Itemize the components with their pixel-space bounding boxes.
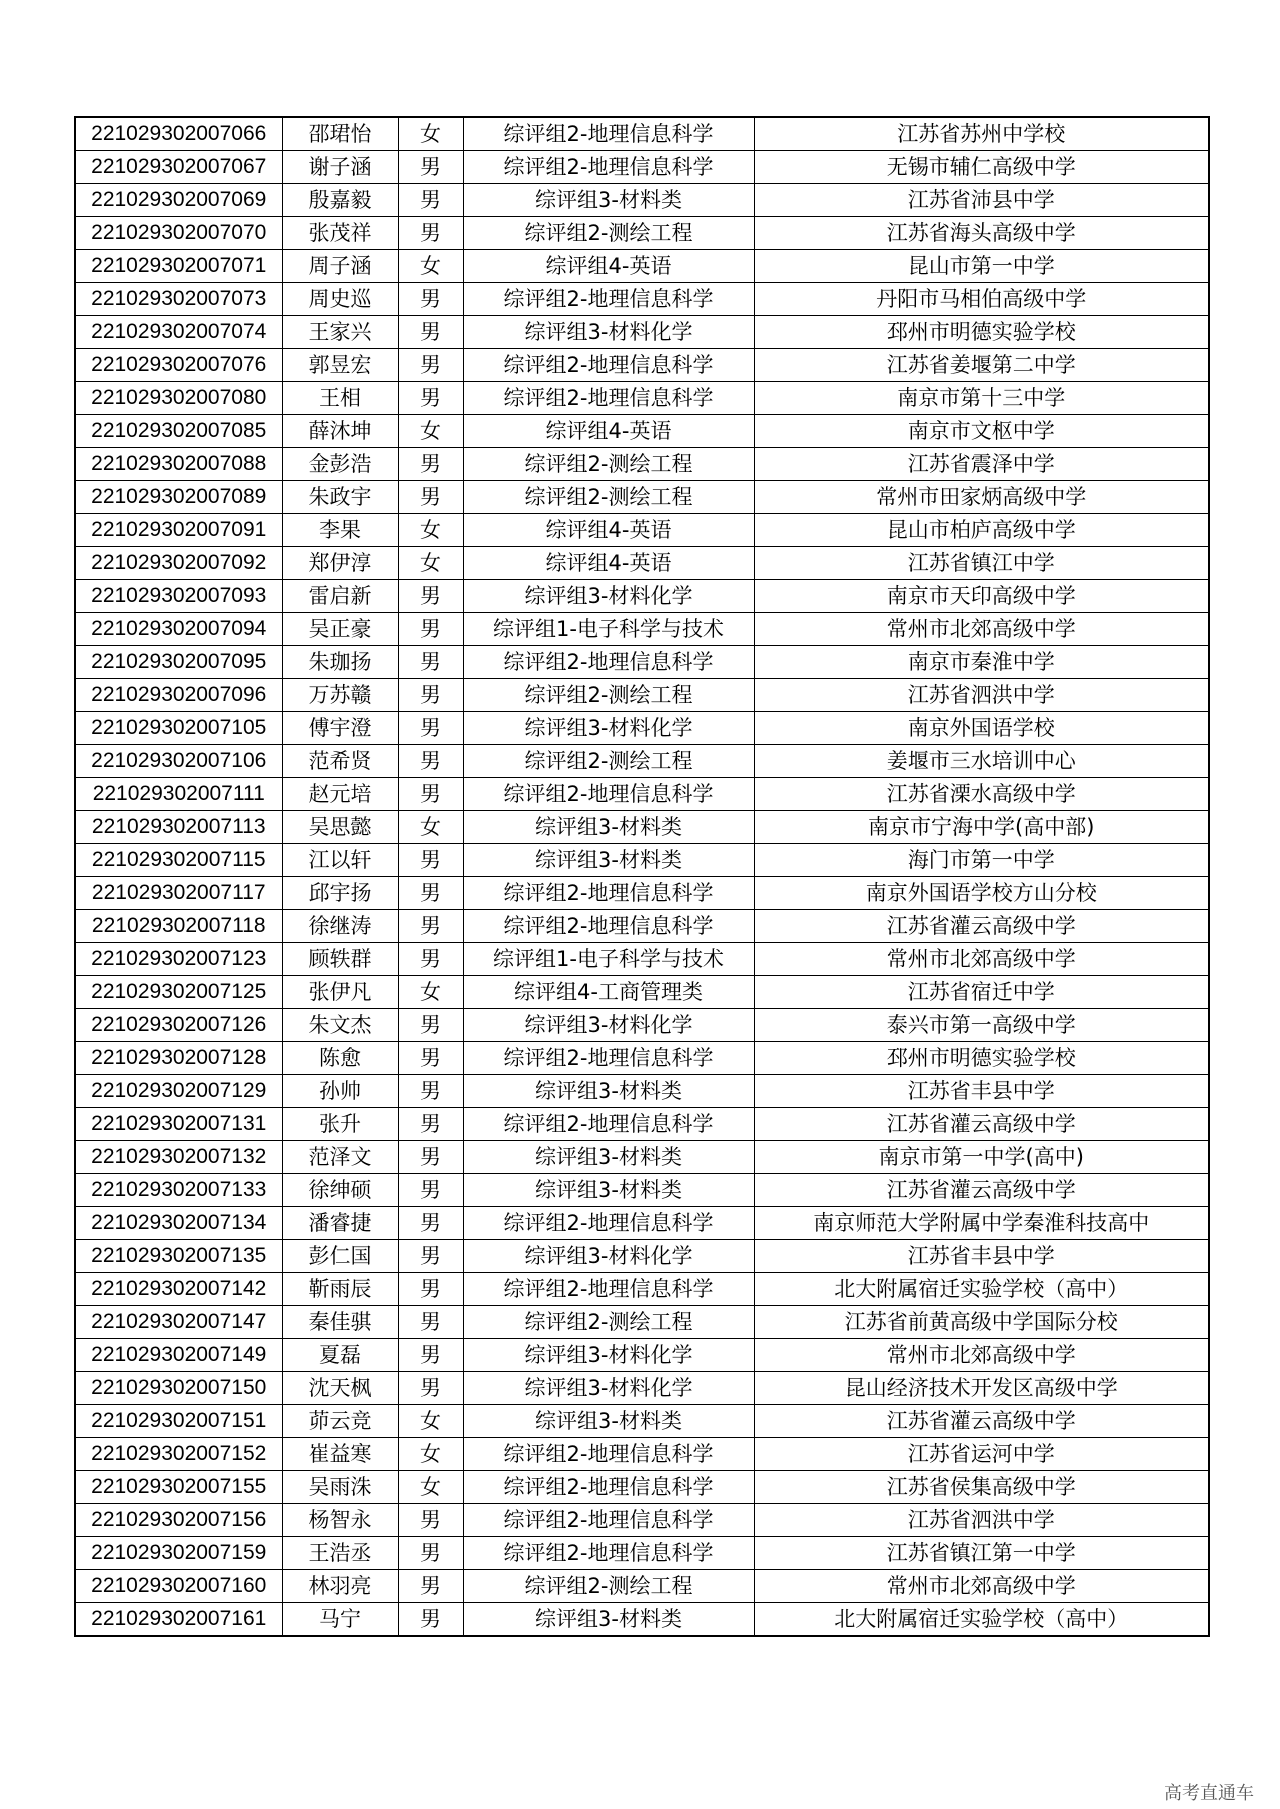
school-cell: 南京市第一中学(高中) (754, 1141, 1209, 1174)
student-name-cell: 吴思懿 (282, 811, 398, 844)
exam-id-cell: 221029302007156 (75, 1504, 282, 1537)
table-row (75, 481, 1209, 514)
gender-cell: 男 (398, 481, 463, 514)
student-name-cell: 傅宇澄 (282, 712, 398, 745)
school-cell: 江苏省镇江中学 (754, 547, 1209, 580)
student-name-cell: 夏磊 (282, 1339, 398, 1372)
student-name-cell: 马宁 (282, 1603, 398, 1637)
exam-id-cell: 221029302007080 (75, 382, 282, 415)
assessment-group-cell: 综评组3-材料化学 (463, 1009, 754, 1042)
exam-id-cell: 221029302007067 (75, 151, 282, 184)
gender-cell: 男 (398, 1306, 463, 1339)
gender-cell: 男 (398, 1372, 463, 1405)
gender-cell: 女 (398, 415, 463, 448)
student-name-cell: 吴正豪 (282, 613, 398, 646)
exam-id-cell: 221029302007088 (75, 448, 282, 481)
exam-id-cell: 221029302007093 (75, 580, 282, 613)
gender-cell: 女 (398, 1405, 463, 1438)
table-row (75, 1405, 1209, 1438)
school-cell: 江苏省泗洪中学 (754, 1504, 1209, 1537)
school-cell: 南京市秦淮中学 (754, 646, 1209, 679)
table-row (75, 349, 1209, 382)
table-row (75, 151, 1209, 184)
gender-cell: 女 (398, 1438, 463, 1471)
assessment-group-cell: 综评组3-材料类 (463, 1405, 754, 1438)
school-cell: 北大附属宿迁实验学校（高中） (754, 1603, 1209, 1637)
school-cell: 昆山市柏庐高级中学 (754, 514, 1209, 547)
school-cell: 江苏省苏州中学校 (754, 117, 1209, 151)
exam-id-cell: 221029302007131 (75, 1108, 282, 1141)
assessment-group-cell: 综评组3-材料类 (463, 1174, 754, 1207)
table-row (75, 1273, 1209, 1306)
gender-cell: 男 (398, 1042, 463, 1075)
school-cell: 北大附属宿迁实验学校（高中） (754, 1273, 1209, 1306)
table-row (75, 1471, 1209, 1504)
gender-cell: 男 (398, 1603, 463, 1637)
gender-cell: 男 (398, 217, 463, 250)
watermark-text: 高考直通车 (1164, 1783, 1254, 1804)
exam-id-cell: 221029302007118 (75, 910, 282, 943)
student-name-cell: 邵珺怡 (282, 117, 398, 151)
table-row (75, 1372, 1209, 1405)
student-name-cell: 张升 (282, 1108, 398, 1141)
school-cell: 江苏省姜堰第二中学 (754, 349, 1209, 382)
student-name-cell: 雷启新 (282, 580, 398, 613)
gender-cell: 男 (398, 778, 463, 811)
school-cell: 泰兴市第一高级中学 (754, 1009, 1209, 1042)
gender-cell: 女 (398, 811, 463, 844)
student-name-cell: 孙帅 (282, 1075, 398, 1108)
student-name-cell: 金彭浩 (282, 448, 398, 481)
student-name-cell: 崔益寒 (282, 1438, 398, 1471)
gender-cell: 男 (398, 349, 463, 382)
exam-id-cell: 221029302007161 (75, 1603, 282, 1637)
exam-id-cell: 221029302007160 (75, 1570, 282, 1603)
assessment-group-cell: 综评组2-地理信息科学 (463, 646, 754, 679)
exam-id-cell: 221029302007091 (75, 514, 282, 547)
exam-id-cell: 221029302007105 (75, 712, 282, 745)
exam-id-cell: 221029302007071 (75, 250, 282, 283)
gender-cell: 男 (398, 844, 463, 877)
exam-id-cell: 221029302007128 (75, 1042, 282, 1075)
school-cell: 江苏省震泽中学 (754, 448, 1209, 481)
student-name-cell: 朱珈扬 (282, 646, 398, 679)
school-cell: 南京外国语学校方山分校 (754, 877, 1209, 910)
exam-id-cell: 221029302007113 (75, 811, 282, 844)
exam-id-cell: 221029302007092 (75, 547, 282, 580)
exam-id-cell: 221029302007147 (75, 1306, 282, 1339)
table-row (75, 250, 1209, 283)
exam-id-cell: 221029302007089 (75, 481, 282, 514)
assessment-group-cell: 综评组3-材料化学 (463, 712, 754, 745)
assessment-group-cell: 综评组3-材料化学 (463, 580, 754, 613)
exam-id-cell: 221029302007150 (75, 1372, 282, 1405)
student-name-cell: 靳雨辰 (282, 1273, 398, 1306)
table-row (75, 1207, 1209, 1240)
exam-id-cell: 221029302007129 (75, 1075, 282, 1108)
table-row (75, 415, 1209, 448)
student-name-cell: 李果 (282, 514, 398, 547)
assessment-group-cell: 综评组2-测绘工程 (463, 448, 754, 481)
student-name-cell: 王家兴 (282, 316, 398, 349)
gender-cell: 男 (398, 613, 463, 646)
gender-cell: 男 (398, 580, 463, 613)
gender-cell: 男 (398, 382, 463, 415)
table-row (75, 316, 1209, 349)
school-cell: 南京市宁海中学(高中部) (754, 811, 1209, 844)
gender-cell: 女 (398, 117, 463, 151)
table-row (75, 1141, 1209, 1174)
exam-id-cell: 221029302007155 (75, 1471, 282, 1504)
assessment-group-cell: 综评组2-地理信息科学 (463, 1471, 754, 1504)
student-name-cell: 朱政宇 (282, 481, 398, 514)
exam-id-cell: 221029302007070 (75, 217, 282, 250)
student-name-cell: 彭仁国 (282, 1240, 398, 1273)
student-name-cell: 赵元培 (282, 778, 398, 811)
assessment-group-cell: 综评组2-测绘工程 (463, 1306, 754, 1339)
table-row (75, 844, 1209, 877)
gender-cell: 男 (398, 1570, 463, 1603)
table-row (75, 646, 1209, 679)
roster-body (75, 117, 1209, 1636)
school-cell: 昆山经济技术开发区高级中学 (754, 1372, 1209, 1405)
exam-id-cell: 221029302007142 (75, 1273, 282, 1306)
school-cell: 昆山市第一中学 (754, 250, 1209, 283)
gender-cell: 男 (398, 1339, 463, 1372)
student-name-cell: 张茂祥 (282, 217, 398, 250)
exam-id-cell: 221029302007095 (75, 646, 282, 679)
assessment-group-cell: 综评组2-地理信息科学 (463, 1537, 754, 1570)
assessment-group-cell: 综评组2-地理信息科学 (463, 382, 754, 415)
exam-id-cell: 221029302007073 (75, 283, 282, 316)
school-cell: 常州市北郊高级中学 (754, 1570, 1209, 1603)
assessment-group-cell: 综评组2-地理信息科学 (463, 1273, 754, 1306)
exam-id-cell: 221029302007123 (75, 943, 282, 976)
table-row (75, 1537, 1209, 1570)
table-row (75, 712, 1209, 745)
school-cell: 江苏省灌云高级中学 (754, 1405, 1209, 1438)
table-row (75, 778, 1209, 811)
gender-cell: 男 (398, 1273, 463, 1306)
table-row (75, 448, 1209, 481)
table-row (75, 1240, 1209, 1273)
table-row (75, 811, 1209, 844)
exam-id-cell: 221029302007132 (75, 1141, 282, 1174)
table-row (75, 1174, 1209, 1207)
school-cell: 南京市文枢中学 (754, 415, 1209, 448)
gender-cell: 男 (398, 1537, 463, 1570)
student-name-cell: 江以轩 (282, 844, 398, 877)
exam-id-cell: 221029302007076 (75, 349, 282, 382)
assessment-group-cell: 综评组2-地理信息科学 (463, 151, 754, 184)
table-row (75, 910, 1209, 943)
exam-id-cell: 221029302007066 (75, 117, 282, 151)
school-cell: 江苏省宿迁中学 (754, 976, 1209, 1009)
assessment-group-cell: 综评组2-测绘工程 (463, 745, 754, 778)
exam-id-cell: 221029302007125 (75, 976, 282, 1009)
student-name-cell: 周史巡 (282, 283, 398, 316)
assessment-group-cell: 综评组3-材料化学 (463, 1372, 754, 1405)
school-cell: 江苏省泗洪中学 (754, 679, 1209, 712)
student-name-cell: 王相 (282, 382, 398, 415)
assessment-group-cell: 综评组3-材料类 (463, 811, 754, 844)
gender-cell: 男 (398, 1009, 463, 1042)
gender-cell: 男 (398, 646, 463, 679)
student-name-cell: 徐绅硕 (282, 1174, 398, 1207)
school-cell: 江苏省侯集高级中学 (754, 1471, 1209, 1504)
gender-cell: 男 (398, 1240, 463, 1273)
table-row (75, 283, 1209, 316)
student-name-cell: 杨智永 (282, 1504, 398, 1537)
exam-id-cell: 221029302007117 (75, 877, 282, 910)
school-cell: 海门市第一中学 (754, 844, 1209, 877)
gender-cell: 男 (398, 1141, 463, 1174)
assessment-group-cell: 综评组2-地理信息科学 (463, 349, 754, 382)
table-row (75, 1075, 1209, 1108)
gender-cell: 男 (398, 316, 463, 349)
school-cell: 江苏省灌云高级中学 (754, 1108, 1209, 1141)
exam-id-cell: 221029302007159 (75, 1537, 282, 1570)
exam-id-cell: 221029302007096 (75, 679, 282, 712)
exam-id-cell: 221029302007111 (75, 778, 282, 811)
assessment-group-cell: 综评组3-材料类 (463, 844, 754, 877)
exam-id-cell: 221029302007106 (75, 745, 282, 778)
student-name-cell: 林羽亮 (282, 1570, 398, 1603)
school-cell: 江苏省丰县中学 (754, 1075, 1209, 1108)
gender-cell: 男 (398, 151, 463, 184)
student-roster-table (74, 116, 1210, 1637)
table-row (75, 943, 1209, 976)
assessment-group-cell: 综评组4-英语 (463, 250, 754, 283)
student-name-cell: 顾轶群 (282, 943, 398, 976)
assessment-group-cell: 综评组3-材料类 (463, 1603, 754, 1637)
table-row (75, 1339, 1209, 1372)
school-cell: 常州市北郊高级中学 (754, 613, 1209, 646)
student-name-cell: 范希贤 (282, 745, 398, 778)
gender-cell: 女 (398, 976, 463, 1009)
school-cell: 江苏省灌云高级中学 (754, 910, 1209, 943)
student-name-cell: 万苏赣 (282, 679, 398, 712)
assessment-group-cell: 综评组4-工商管理类 (463, 976, 754, 1009)
gender-cell: 男 (398, 448, 463, 481)
school-cell: 江苏省镇江第一中学 (754, 1537, 1209, 1570)
assessment-group-cell: 综评组1-电子科学与技术 (463, 613, 754, 646)
student-name-cell: 周子涵 (282, 250, 398, 283)
school-cell: 江苏省海头高级中学 (754, 217, 1209, 250)
school-cell: 邳州市明德实验学校 (754, 316, 1209, 349)
table-row (75, 1438, 1209, 1471)
school-cell: 江苏省灌云高级中学 (754, 1174, 1209, 1207)
assessment-group-cell: 综评组2-地理信息科学 (463, 1108, 754, 1141)
student-name-cell: 郭昱宏 (282, 349, 398, 382)
school-cell: 邳州市明德实验学校 (754, 1042, 1209, 1075)
assessment-group-cell: 综评组4-英语 (463, 514, 754, 547)
exam-id-cell: 221029302007135 (75, 1240, 282, 1273)
table-row (75, 1570, 1209, 1603)
gender-cell: 男 (398, 1174, 463, 1207)
school-cell: 南京市天印高级中学 (754, 580, 1209, 613)
school-cell: 姜堰市三水培训中心 (754, 745, 1209, 778)
exam-id-cell: 221029302007151 (75, 1405, 282, 1438)
school-cell: 南京师范大学附属中学秦淮科技高中 (754, 1207, 1209, 1240)
table-row (75, 382, 1209, 415)
assessment-group-cell: 综评组3-材料类 (463, 184, 754, 217)
gender-cell: 男 (398, 1207, 463, 1240)
table-row (75, 117, 1209, 151)
exam-id-cell: 221029302007085 (75, 415, 282, 448)
assessment-group-cell: 综评组2-地理信息科学 (463, 1207, 754, 1240)
table-row (75, 217, 1209, 250)
table-row (75, 1042, 1209, 1075)
gender-cell: 男 (398, 679, 463, 712)
gender-cell: 男 (398, 1504, 463, 1537)
student-name-cell: 邱宇扬 (282, 877, 398, 910)
student-name-cell: 殷嘉毅 (282, 184, 398, 217)
gender-cell: 女 (398, 250, 463, 283)
school-cell: 常州市北郊高级中学 (754, 943, 1209, 976)
table-row (75, 613, 1209, 646)
student-name-cell: 吴雨洙 (282, 1471, 398, 1504)
student-name-cell: 徐继涛 (282, 910, 398, 943)
student-name-cell: 陈愈 (282, 1042, 398, 1075)
student-name-cell: 沈天枫 (282, 1372, 398, 1405)
table-row (75, 1108, 1209, 1141)
assessment-group-cell: 综评组2-测绘工程 (463, 217, 754, 250)
student-name-cell: 张伊凡 (282, 976, 398, 1009)
table-row (75, 679, 1209, 712)
table-row (75, 1009, 1209, 1042)
assessment-group-cell: 综评组2-地理信息科学 (463, 910, 754, 943)
exam-id-cell: 221029302007094 (75, 613, 282, 646)
school-cell: 江苏省前黄高级中学国际分校 (754, 1306, 1209, 1339)
gender-cell: 男 (398, 712, 463, 745)
gender-cell: 男 (398, 184, 463, 217)
gender-cell: 男 (398, 745, 463, 778)
school-cell: 南京外国语学校 (754, 712, 1209, 745)
assessment-group-cell: 综评组4-英语 (463, 415, 754, 448)
gender-cell: 男 (398, 877, 463, 910)
student-name-cell: 谢子涵 (282, 151, 398, 184)
student-name-cell: 朱文杰 (282, 1009, 398, 1042)
table-row (75, 877, 1209, 910)
table-row (75, 1504, 1209, 1537)
student-name-cell: 郑伊淳 (282, 547, 398, 580)
gender-cell: 男 (398, 1075, 463, 1108)
table-row (75, 1306, 1209, 1339)
gender-cell: 女 (398, 514, 463, 547)
gender-cell: 女 (398, 1471, 463, 1504)
assessment-group-cell: 综评组2-地理信息科学 (463, 283, 754, 316)
gender-cell: 女 (398, 547, 463, 580)
school-cell: 江苏省丰县中学 (754, 1240, 1209, 1273)
table-row (75, 1603, 1209, 1637)
assessment-group-cell: 综评组3-材料类 (463, 1141, 754, 1174)
assessment-group-cell: 综评组2-地理信息科学 (463, 117, 754, 151)
table-row (75, 184, 1209, 217)
school-cell: 无锡市辅仁高级中学 (754, 151, 1209, 184)
table-row (75, 580, 1209, 613)
exam-id-cell: 221029302007134 (75, 1207, 282, 1240)
table-row (75, 976, 1209, 1009)
school-cell: 江苏省溧水高级中学 (754, 778, 1209, 811)
assessment-group-cell: 综评组2-测绘工程 (463, 481, 754, 514)
exam-id-cell: 221029302007115 (75, 844, 282, 877)
student-name-cell: 秦佳骐 (282, 1306, 398, 1339)
school-cell: 南京市第十三中学 (754, 382, 1209, 415)
table-row (75, 547, 1209, 580)
assessment-group-cell: 综评组3-材料类 (463, 1075, 754, 1108)
exam-id-cell: 221029302007149 (75, 1339, 282, 1372)
student-name-cell: 潘睿捷 (282, 1207, 398, 1240)
assessment-group-cell: 综评组2-测绘工程 (463, 679, 754, 712)
student-name-cell: 范泽文 (282, 1141, 398, 1174)
assessment-group-cell: 综评组2-地理信息科学 (463, 1042, 754, 1075)
exam-id-cell: 221029302007133 (75, 1174, 282, 1207)
table-row (75, 514, 1209, 547)
school-cell: 江苏省运河中学 (754, 1438, 1209, 1471)
school-cell: 常州市田家炳高级中学 (754, 481, 1209, 514)
gender-cell: 男 (398, 943, 463, 976)
exam-id-cell: 221029302007152 (75, 1438, 282, 1471)
assessment-group-cell: 综评组2-测绘工程 (463, 1570, 754, 1603)
student-name-cell: 王浩丞 (282, 1537, 398, 1570)
student-name-cell: 薛沐坤 (282, 415, 398, 448)
student-name-cell: 茆云竞 (282, 1405, 398, 1438)
exam-id-cell: 221029302007069 (75, 184, 282, 217)
exam-id-cell: 221029302007074 (75, 316, 282, 349)
gender-cell: 男 (398, 1108, 463, 1141)
assessment-group-cell: 综评组2-地理信息科学 (463, 877, 754, 910)
assessment-group-cell: 综评组3-材料化学 (463, 1339, 754, 1372)
assessment-group-cell: 综评组2-地理信息科学 (463, 1438, 754, 1471)
gender-cell: 男 (398, 283, 463, 316)
school-cell: 江苏省沛县中学 (754, 184, 1209, 217)
school-cell: 常州市北郊高级中学 (754, 1339, 1209, 1372)
exam-id-cell: 221029302007126 (75, 1009, 282, 1042)
assessment-group-cell: 综评组2-地理信息科学 (463, 778, 754, 811)
assessment-group-cell: 综评组4-英语 (463, 547, 754, 580)
assessment-group-cell: 综评组1-电子科学与技术 (463, 943, 754, 976)
table-row (75, 745, 1209, 778)
assessment-group-cell: 综评组3-材料化学 (463, 316, 754, 349)
gender-cell: 男 (398, 910, 463, 943)
assessment-group-cell: 综评组3-材料化学 (463, 1240, 754, 1273)
assessment-group-cell: 综评组2-地理信息科学 (463, 1504, 754, 1537)
school-cell: 丹阳市马相伯高级中学 (754, 283, 1209, 316)
